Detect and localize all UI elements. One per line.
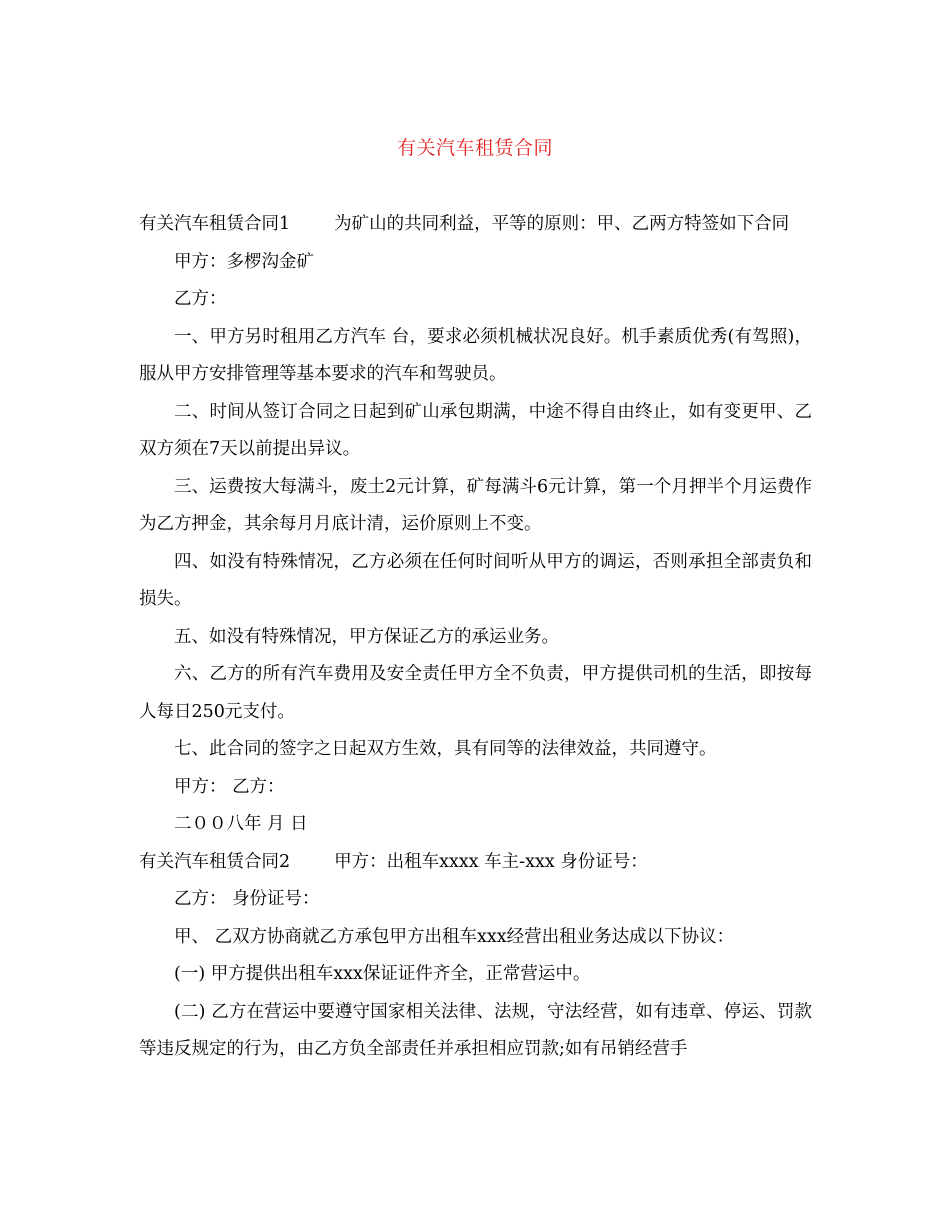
- paragraph-clause-6: 六、乙方的所有汽车费用及安全责任甲方全不负责，甲方提供司机的生活，即按每人每日250元支付。: [139, 664, 812, 722]
- paragraph-clause-4: 四、如没有特殊情况，乙方必须在任何时间听从甲方的调运，否则承担全部责负和损失。: [139, 551, 812, 609]
- paragraph-text: 甲方：出租车xxxx 车主-xxx 身份证号：: [334, 851, 648, 872]
- contract-1-heading: 有关汽车租赁合同1: [139, 214, 291, 234]
- paragraph-clause-7: 七、此合同的签字之日起双方生效，具有同等的法律效益，共同遵守。: [174, 739, 717, 759]
- document-title: 有关汽车租赁合同: [396, 137, 553, 159]
- paragraph-contract-2-intro: [139, 844, 812, 882]
- paragraph-party-b-id: 乙方： 身份证号：: [174, 889, 320, 909]
- paragraph-item-2: (二) 乙方在营运中要遵守国家相关法律、法规，守法经营，如有违章、停运、罚款等违反规定的行为，由乙方负全部责任并承担相应罚款;如有吊销经营手: [139, 1001, 812, 1059]
- document-body: [139, 206, 812, 1069]
- paragraph-party-a: 甲方：多椤沟金矿: [174, 251, 314, 272]
- paragraph-date: 二００八年 月 日: [174, 814, 308, 834]
- paragraph-clause-3: 三、运费按大每满斗，废土2元计算，矿每满斗6元计算，第一个月押半个月运费作为乙方押金，其余每月月底计清，运价原则上不变。: [139, 476, 812, 534]
- paragraph-item-1: (一) 甲方提供出租车xxx保证证件齐全，正常营运中。: [174, 964, 591, 984]
- paragraph-party-b: 乙方：: [174, 289, 227, 309]
- paragraph-clause-1: 一、甲方另时租用乙方汽车 台，要求必须机械状况良好。机手素质优秀(有驾照)，服从甲方安排管理等基本要求的汽车和驾驶员。: [139, 326, 812, 384]
- paragraph-contract-1-intro: [139, 206, 812, 244]
- paragraph-clause-2: 二、时间从签订合同之日起到矿山承包期满，中途不得自由终止，如有变更甲、乙双方须在7天以前提出异议。: [139, 401, 812, 459]
- paragraph-agreement: 甲、 乙双方协商就乙方承包甲方出租车xxx经营出租业务达成以下协议：: [174, 926, 735, 947]
- paragraph-clause-5: 五、如没有特殊情况，甲方保证乙方的承运业务。: [174, 626, 559, 647]
- paragraph-text: 为矿山的共同利益，平等的原则：甲、乙两方特签如下合同: [334, 214, 790, 234]
- paragraph-signatures: 甲方： 乙方：: [174, 776, 285, 797]
- contract-2-heading: 有关汽车租赁合同2: [139, 851, 291, 872]
